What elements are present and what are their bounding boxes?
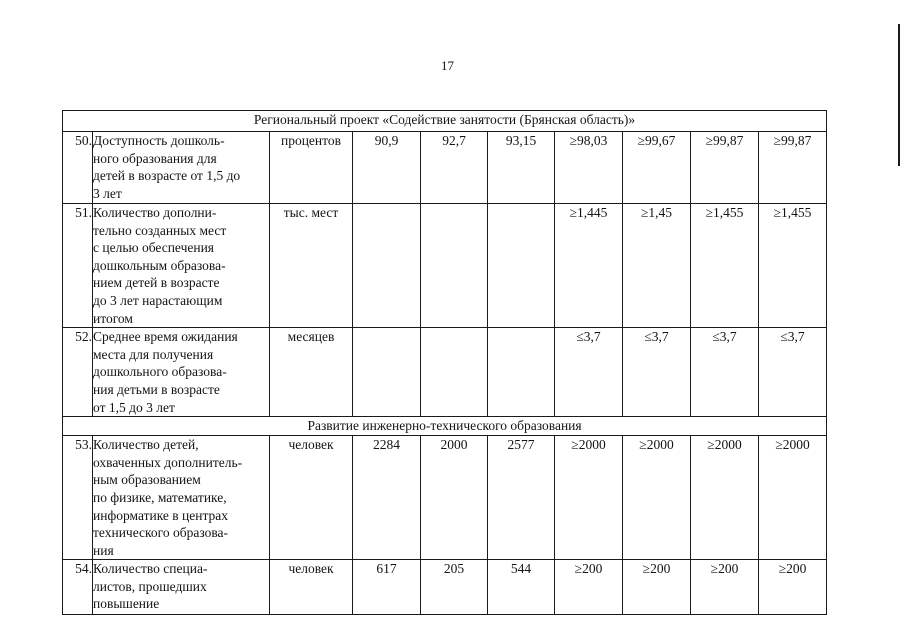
value-cell: ≥200 [759,560,827,615]
indicator-name [93,328,270,417]
value-cell: 2577 [488,436,555,560]
row-number: 53. [63,436,93,560]
indicators-table [62,110,827,615]
indicator-name-line: повышение [93,596,160,612]
unit-cell: человек [270,436,353,560]
value-cell: ≥99,67 [623,132,691,204]
indicator-name-line: Количество дополни- [93,205,217,220]
value-cell: 93,15 [488,132,555,204]
table-row [63,328,827,417]
value-cell: ≥1,445 [555,204,623,328]
table-row [63,560,827,615]
unit-cell: месяцев [270,328,353,417]
indicator-name [93,436,270,560]
value-cell [421,328,488,417]
indicator-name-line: Количество детей, [93,437,199,453]
indicator-name-line: ным образованием [93,472,201,488]
row-number: 52. [63,328,93,417]
value-cell [488,328,555,417]
value-cell: 205 [421,560,488,615]
indicator-name-line: охваченных дополнитель- [93,454,243,470]
value-cell: ≥2000 [623,436,691,560]
value-cell: ≤3,7 [759,328,827,417]
value-cell: ≥1,45 [623,204,691,328]
indicator-name-line: по физике, математике, [93,489,227,505]
value-cell: ≥200 [691,560,759,615]
indicator-name-line: информатике в центрах [93,507,229,523]
value-cell: ≤3,7 [691,328,759,417]
indicator-name-line: Среднее время ожидания [93,329,238,345]
page-number: 17 [441,58,454,73]
value-cell: ≥2000 [555,436,623,560]
value-cell: ≤3,7 [623,328,691,417]
indicator-name-line: места для получения [93,346,214,362]
indicator-name-line: ного образования для [93,150,217,166]
indicator-name-line: Количество специа- [93,561,208,577]
section-header-row [63,417,827,436]
section-title: Развитие инженерно-технического образования [63,417,827,436]
value-cell: 2000 [421,436,488,560]
indicator-name-line: с целью обеспечения [93,240,215,256]
table-row [63,204,827,328]
value-cell: ≥98,03 [555,132,623,204]
row-number: 54. [63,560,93,615]
indicator-name-line: детей в возрасте от 1,5 до [93,168,241,184]
value-cell: ≤3,7 [555,328,623,417]
scan-edge-mark [898,24,900,166]
unit-cell: тыс. мест [270,204,353,328]
table-row [63,132,827,204]
section-title: Региональный проект «Содействие занятости (Брянская область)» [63,111,827,132]
value-cell [353,328,421,417]
indicator-name-line: технического образова- [93,525,229,541]
row-number: 50. [63,132,93,204]
value-cell [421,204,488,328]
indicator-name-line: Доступность дошколь- [93,133,225,148]
indicator-name-line: от 1,5 до 3 лет [93,399,175,415]
value-cell: 2284 [353,436,421,560]
value-cell: ≥200 [623,560,691,615]
row-number: 51. [63,204,93,328]
value-cell [353,204,421,328]
indicator-name-line: итогом [93,310,133,326]
indicator-name [93,204,270,328]
indicator-name-line: листов, прошедших [93,578,207,594]
indicator-name [93,132,270,204]
indicator-name-line: тельно созданных мест [93,222,227,238]
value-cell: ≥1,455 [691,204,759,328]
value-cell: 617 [353,560,421,615]
indicator-name-line: ния [93,542,114,558]
value-cell: 90,9 [353,132,421,204]
value-cell: ≥200 [555,560,623,615]
table-row [63,436,827,560]
indicator-name-line: до 3 лет нарастающим [93,292,223,308]
unit-cell: человек [270,560,353,615]
indicator-name-line: дошкольного образова- [93,364,227,380]
section-header-row [63,111,827,132]
indicator-name-line: 3 лет [93,185,122,201]
value-cell: 92,7 [421,132,488,204]
value-cell: ≥99,87 [759,132,827,204]
value-cell: ≥99,87 [691,132,759,204]
indicator-name-line: дошкольным образова- [93,257,226,273]
value-cell: 544 [488,560,555,615]
value-cell: ≥1,455 [759,204,827,328]
indicator-name [93,560,270,615]
value-cell [488,204,555,328]
value-cell: ≥2000 [691,436,759,560]
value-cell: ≥2000 [759,436,827,560]
indicator-name-line: нием детей в возрасте [93,275,220,291]
unit-cell: процентов [270,132,353,204]
indicator-name-line: ния детьми в возрасте [93,381,220,397]
